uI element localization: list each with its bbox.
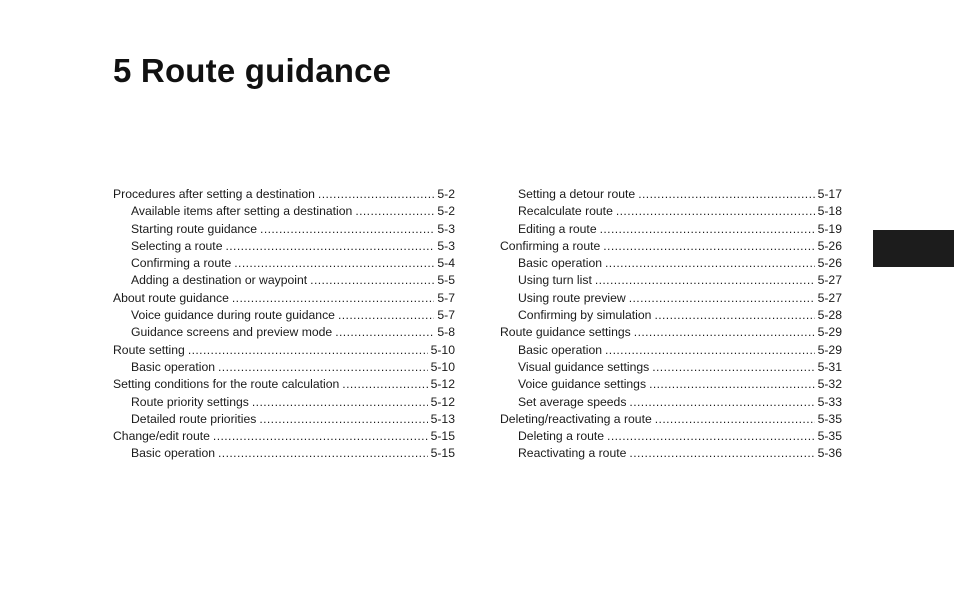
toc-entry[interactable] bbox=[500, 359, 842, 376]
toc-entry[interactable] bbox=[500, 272, 842, 289]
toc-entry[interactable] bbox=[500, 342, 842, 359]
toc-entry-label: Route guidance settings bbox=[500, 325, 631, 340]
toc-entry-page: 5-31 bbox=[817, 359, 842, 374]
toc-entry-page: 5-10 bbox=[430, 342, 455, 357]
toc-entry-page: 5-26 bbox=[817, 256, 842, 271]
dot-leader bbox=[259, 411, 427, 428]
toc-entry-page: 5-7 bbox=[437, 290, 455, 305]
dot-leader bbox=[310, 272, 434, 289]
toc-entry-label: Voice guidance during route guidance bbox=[131, 308, 335, 323]
toc-entry[interactable] bbox=[113, 186, 455, 203]
toc-entry-label: Set average speeds bbox=[518, 394, 627, 409]
toc-entry[interactable] bbox=[500, 290, 842, 307]
toc-entry-page: 5-18 bbox=[817, 204, 842, 219]
toc-entry[interactable] bbox=[113, 359, 455, 376]
toc-entry[interactable] bbox=[113, 324, 455, 341]
dot-leader bbox=[595, 272, 815, 289]
toc-entry-page: 5-12 bbox=[430, 394, 455, 409]
dot-leader bbox=[342, 376, 427, 393]
toc-entry-label: Starting route guidance bbox=[131, 221, 258, 236]
dot-leader bbox=[654, 307, 814, 324]
toc-entry-label: Recalculate route bbox=[518, 204, 613, 219]
toc-entry-label: Voice guidance settings bbox=[518, 377, 647, 392]
toc-entry-label: Using turn list bbox=[518, 273, 592, 288]
toc-entry-label: Confirming a route bbox=[131, 256, 232, 271]
toc-entry[interactable] bbox=[500, 394, 842, 411]
dot-leader bbox=[655, 411, 815, 428]
toc-entry-page: 5-7 bbox=[437, 308, 455, 323]
toc-entry[interactable] bbox=[113, 376, 455, 393]
toc-entry[interactable] bbox=[113, 307, 455, 324]
dot-leader bbox=[335, 324, 434, 341]
toc-entry-page: 5-29 bbox=[817, 325, 842, 340]
dot-leader bbox=[218, 445, 428, 462]
dot-leader bbox=[600, 221, 815, 238]
dot-leader bbox=[616, 203, 815, 220]
chapter-tab-marker bbox=[873, 230, 954, 267]
toc-entry-page: 5-27 bbox=[817, 273, 842, 288]
toc-entry-label: Setting conditions for the route calculation bbox=[113, 377, 340, 392]
dot-leader bbox=[634, 324, 815, 341]
toc-entry-page: 5-35 bbox=[817, 429, 842, 444]
dot-leader bbox=[629, 290, 815, 307]
toc-entry[interactable] bbox=[113, 428, 455, 445]
toc-entry[interactable] bbox=[500, 255, 842, 272]
toc-entry[interactable] bbox=[113, 203, 455, 220]
toc-entry-page: 5-13 bbox=[430, 411, 455, 426]
dot-leader bbox=[234, 255, 434, 272]
toc-entry[interactable] bbox=[113, 221, 455, 238]
toc-entry-label: Deleting/reactivating a route bbox=[500, 411, 652, 426]
toc-entry-page: 5-2 bbox=[437, 204, 455, 219]
dot-leader bbox=[213, 428, 428, 445]
toc-entry-label: Available items after setting a destination bbox=[131, 204, 353, 219]
toc-entry-page: 5-8 bbox=[437, 325, 455, 340]
dot-leader bbox=[638, 186, 814, 203]
toc-left-column bbox=[113, 186, 455, 463]
toc-entry[interactable] bbox=[113, 290, 455, 307]
dot-leader bbox=[225, 238, 434, 255]
toc-entry-label: Basic operation bbox=[518, 256, 603, 271]
toc-entry-page: 5-28 bbox=[817, 308, 842, 323]
dot-leader bbox=[218, 359, 428, 376]
toc-entry-label: Visual guidance settings bbox=[518, 359, 650, 374]
toc-entry[interactable] bbox=[500, 221, 842, 238]
toc-entry-label: About route guidance bbox=[113, 290, 229, 305]
dot-leader bbox=[318, 186, 434, 203]
toc-entry-label: Selecting a route bbox=[131, 238, 223, 253]
toc-entry-page: 5-32 bbox=[817, 377, 842, 392]
toc-entry-label: Route priority settings bbox=[131, 394, 249, 409]
toc-entry-page: 5-35 bbox=[817, 411, 842, 426]
toc-entry[interactable] bbox=[500, 307, 842, 324]
dot-leader bbox=[355, 203, 434, 220]
toc-entry-page: 5-5 bbox=[437, 273, 455, 288]
toc-entry[interactable] bbox=[113, 445, 455, 462]
dot-leader bbox=[603, 238, 814, 255]
toc-entry-label: Basic operation bbox=[518, 342, 603, 357]
toc-entry[interactable] bbox=[113, 272, 455, 289]
toc-entry-page: 5-12 bbox=[430, 377, 455, 392]
dot-leader bbox=[629, 394, 814, 411]
toc-entry[interactable] bbox=[113, 411, 455, 428]
toc-entry-page: 5-36 bbox=[817, 446, 842, 461]
toc-entry-page: 5-15 bbox=[430, 446, 455, 461]
dot-leader bbox=[232, 290, 435, 307]
dot-leader bbox=[649, 376, 815, 393]
toc-entry[interactable] bbox=[113, 255, 455, 272]
dot-leader bbox=[188, 342, 428, 359]
toc-entry-page: 5-2 bbox=[437, 187, 455, 201]
toc-entry[interactable] bbox=[113, 394, 455, 411]
chapter-title: 5 Route guidance bbox=[113, 52, 392, 89]
toc-entry-label: Confirming by simulation bbox=[518, 308, 652, 323]
toc-entry-page: 5-29 bbox=[817, 342, 842, 357]
toc-entry[interactable] bbox=[113, 342, 455, 359]
dot-leader bbox=[338, 307, 434, 324]
toc-entry[interactable] bbox=[500, 186, 842, 203]
dot-leader bbox=[629, 445, 814, 462]
toc-entry-label: Deleting a route bbox=[518, 429, 605, 444]
dot-leader bbox=[605, 255, 815, 272]
toc-entry-page: 5-3 bbox=[437, 238, 455, 253]
toc-entry-label: Using route preview bbox=[518, 290, 626, 305]
toc-entry-label: Basic operation bbox=[131, 446, 216, 461]
toc-entry[interactable] bbox=[500, 445, 842, 462]
toc-entry-label: Basic operation bbox=[131, 359, 216, 374]
toc-entry[interactable] bbox=[500, 428, 842, 445]
toc-entry-page: 5-19 bbox=[817, 221, 842, 236]
dot-leader bbox=[605, 342, 815, 359]
toc-entry[interactable] bbox=[500, 238, 842, 255]
dot-leader bbox=[252, 394, 428, 411]
toc-entry-page: 5-17 bbox=[817, 187, 842, 201]
toc-entry-label: Confirming a route bbox=[500, 238, 601, 253]
dot-leader bbox=[260, 221, 434, 238]
toc-entry-label: Change/edit route bbox=[113, 429, 210, 444]
toc-entry[interactable] bbox=[500, 376, 842, 393]
toc-entry-page: 5-26 bbox=[817, 238, 842, 253]
toc-entry-page: 5-4 bbox=[437, 256, 455, 271]
toc-entry[interactable] bbox=[113, 238, 455, 255]
dot-leader bbox=[652, 359, 814, 376]
toc-entry-label: Detailed route priorities bbox=[131, 411, 257, 426]
toc-entry[interactable] bbox=[500, 411, 842, 428]
toc-entry-label: Route setting bbox=[113, 342, 185, 357]
toc-entry-page: 5-27 bbox=[817, 290, 842, 305]
toc-entry-page: 5-33 bbox=[817, 394, 842, 409]
dot-leader bbox=[607, 428, 815, 445]
toc-right-column bbox=[500, 186, 842, 463]
toc-entry[interactable] bbox=[500, 324, 842, 341]
toc-entry-page: 5-3 bbox=[437, 221, 455, 236]
toc-entry-label: Procedures after setting a destination bbox=[113, 187, 315, 201]
toc-entry-label: Adding a destination or waypoint bbox=[131, 273, 308, 288]
toc-entry-page: 5-10 bbox=[430, 359, 455, 374]
toc-entry-page: 5-15 bbox=[430, 429, 455, 444]
toc-entry-label: Reactivating a route bbox=[518, 446, 627, 461]
toc-entry-label: Setting a detour route bbox=[518, 187, 636, 201]
toc-entry[interactable] bbox=[500, 203, 842, 220]
toc-entry-label: Guidance screens and preview mode bbox=[131, 325, 333, 340]
toc-entry-label: Editing a route bbox=[518, 221, 597, 236]
